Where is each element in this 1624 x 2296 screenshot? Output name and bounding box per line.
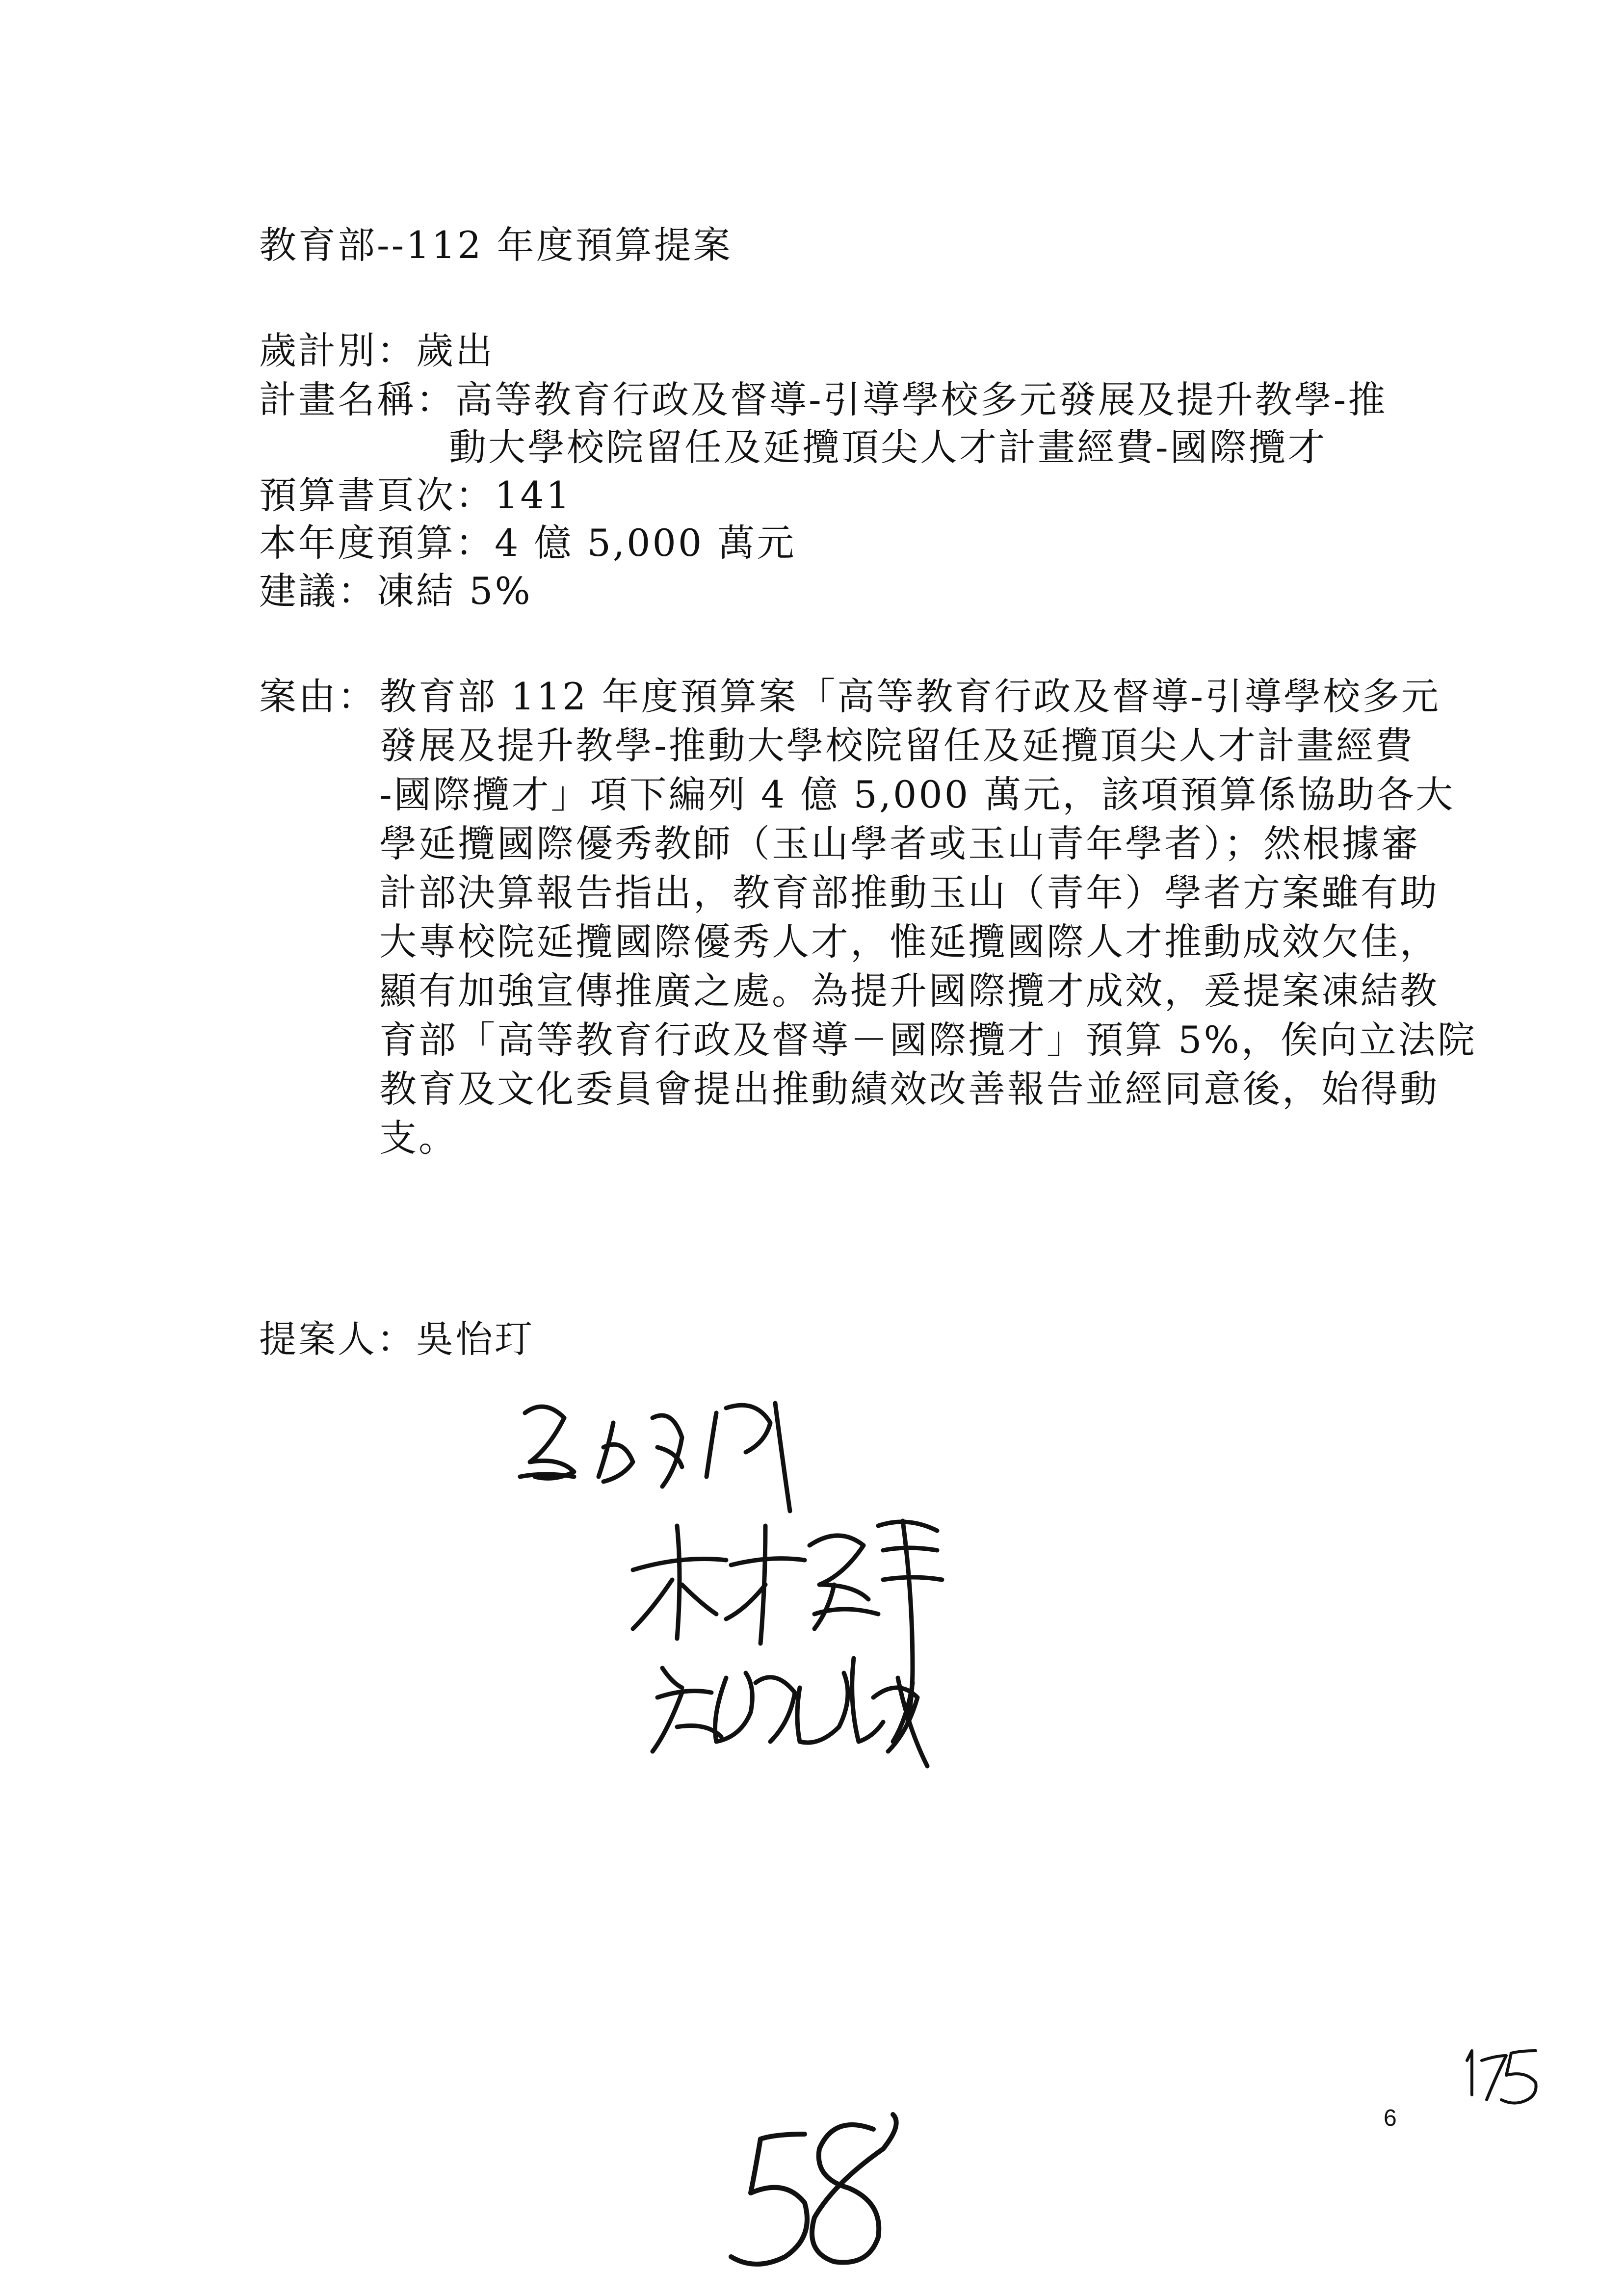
document-title: 教育部--112 年度預算提案 bbox=[259, 223, 733, 267]
field-category: 歲計別：歲出 bbox=[259, 329, 495, 372]
field-plan-name: 計畫名稱：高等教育行政及督導-引導學校多元發展及提升教學-推 bbox=[259, 378, 1388, 421]
reason-line: 教育部 112 年度預算案「高等教育行政及督導-引導學校多元 bbox=[379, 675, 1441, 718]
printed-page-number: 6 bbox=[1384, 2105, 1397, 2131]
reason-line: 計部決算報告指出，教育部推動玉山（青年）學者方案雖有助 bbox=[379, 871, 1439, 914]
signature-3 bbox=[653, 1658, 927, 1766]
field-suggestion: 建議：凍結 5% bbox=[259, 569, 532, 613]
reason-line: 教育及文化委員會提出推動績效改善報告並經同意後，始得動 bbox=[379, 1067, 1439, 1111]
reason-line: -國際攬才」項下編列 4 億 5,000 萬元，該項預算係協助各大 bbox=[379, 773, 1455, 816]
handwritten-corner-number bbox=[1467, 2051, 1536, 2103]
signature-1 bbox=[520, 1403, 790, 1511]
handwritten-page-number bbox=[731, 2114, 896, 2264]
field-budget: 本年度預算：4 億 5,000 萬元 bbox=[259, 521, 796, 565]
reason-line: 顯有加強宣傳推廣之處。為提升國際攬才成效，爰提案凍結教 bbox=[379, 969, 1439, 1013]
field-budget-page: 預算書頁次：141 bbox=[259, 473, 572, 517]
field-plan-name-cont: 動大學校院留任及延攬頂尖人才計畫經費-國際攬才 bbox=[449, 425, 1327, 469]
reason-line: 支。 bbox=[379, 1116, 458, 1160]
reason-line: 發展及提升教學-推動大學校院留任及延攬頂尖人才計畫經費 bbox=[379, 724, 1414, 767]
reason-line: 大專校院延攬國際優秀人才，惟延攬國際人才推動成效欠佳， bbox=[379, 920, 1439, 964]
reason-label: 案由： bbox=[259, 675, 377, 718]
reason-line: 學延攬國際優秀教師（玉山學者或玉山青年學者）；然根據審 bbox=[379, 822, 1420, 865]
proposer: 提案人：吳怡玎 bbox=[259, 1317, 534, 1361]
reason-line: 育部「高等教育行政及督導－國際攬才」預算 5%，俟向立法院 bbox=[379, 1018, 1477, 1062]
